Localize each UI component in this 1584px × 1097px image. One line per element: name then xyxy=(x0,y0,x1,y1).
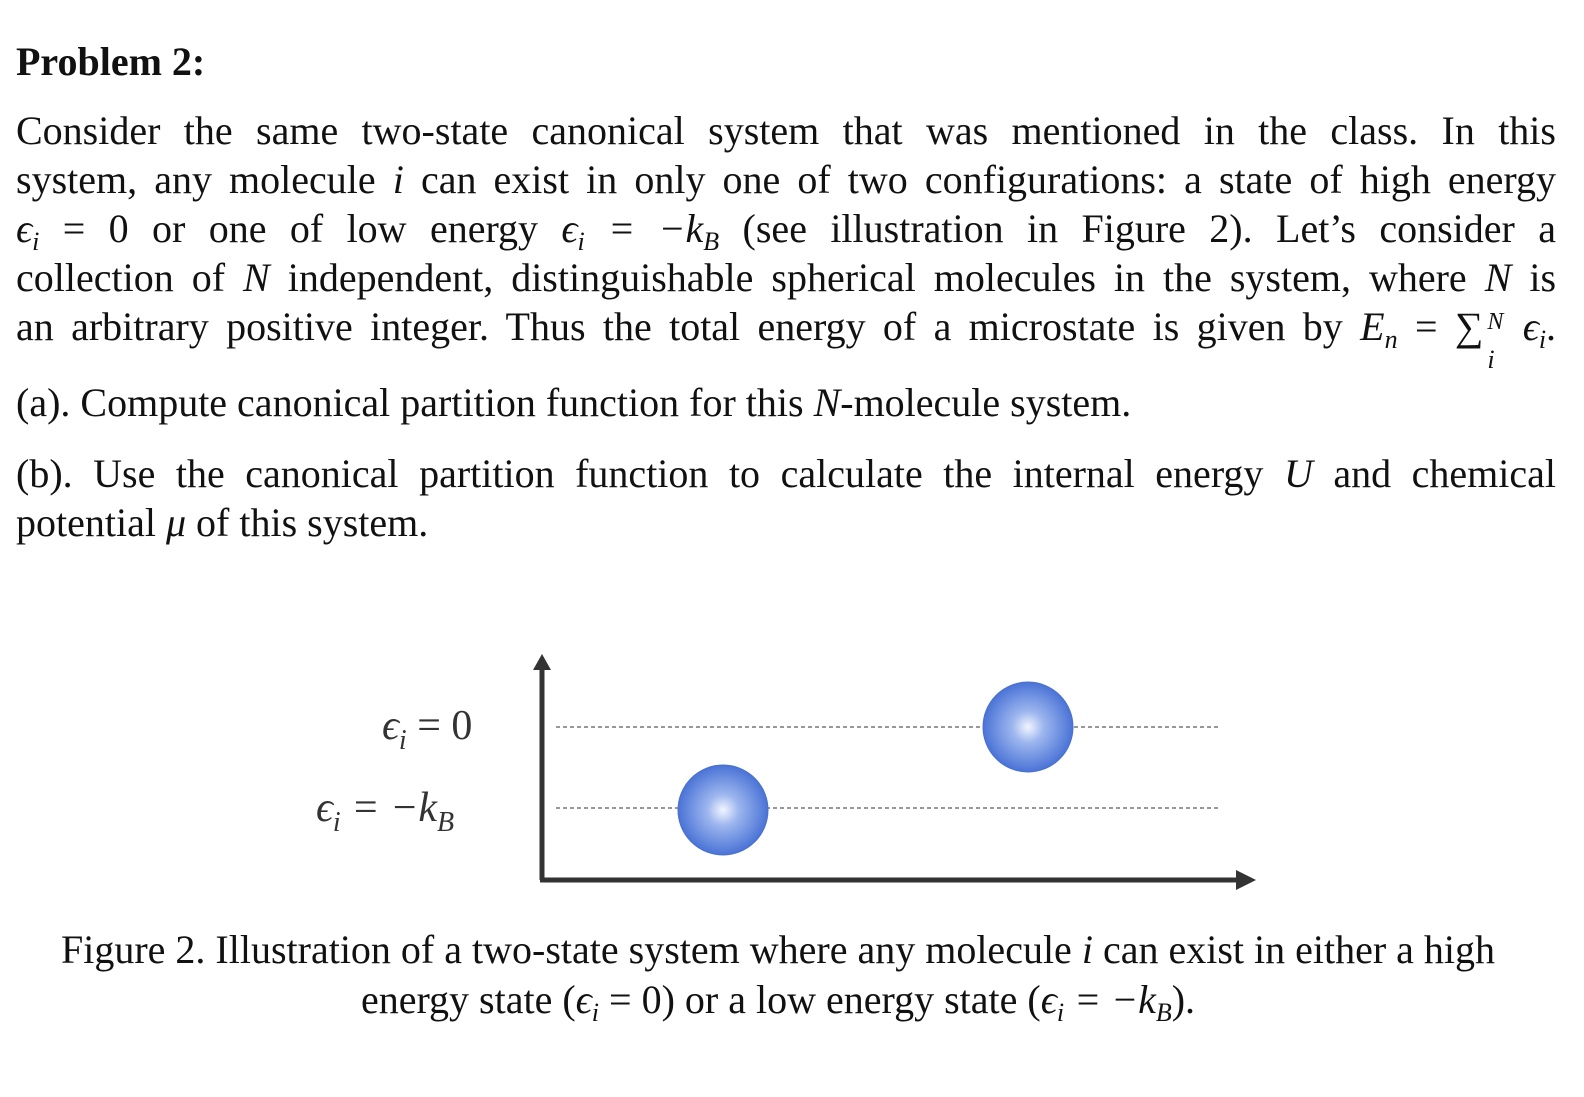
x-axis-arrow-icon xyxy=(1236,870,1256,890)
y-axis-arrow-icon xyxy=(533,654,551,670)
figure-caption: Figure 2. Illustration of a two-state system where any molecule i can exist in either a high energy state $(\epsilon_i = 0)$ or a low energy state $(\epsilon_i = -k_B)$. xyxy=(60,927,1496,1027)
intro-line-1: Consider the same two-state canonical system that was mentioned in the class. In this xyxy=(16,108,1556,153)
part-a: (a). Compute canonical partition function for this N-molecule system. xyxy=(16,380,1132,425)
label-low-energy: $\epsilon_i = -k_B$ xyxy=(316,785,455,838)
problem-title: Problem 2: xyxy=(16,39,206,84)
intro-line-4: collection of N independent, distinguishable spherical molecules in the system, where N is xyxy=(16,255,1557,300)
label-high-energy: $\epsilon_i = 0$ xyxy=(382,703,473,756)
part-b: (b). Use the canonical partition function to calculate the internal energy U and chemical potential μ of this system. xyxy=(16,451,1557,545)
sphere-low xyxy=(678,765,768,855)
intro-line-2: system, any molecule i can exist in only one of two configurations: a state of high energy xyxy=(16,157,1557,202)
intro-line-3: $\epsilon_i = 0$ or one of low energy $\epsilon_i = -k_B$ (see illustration in Figure 2). Let’s consider a xyxy=(16,206,1556,256)
intro-line-5: an arbitrary positive integer. Thus the total energy of a microstate is given by $E_n$ = ∑ N i $\epsilon_i$. xyxy=(16,304,1557,374)
sphere-high xyxy=(983,682,1073,772)
